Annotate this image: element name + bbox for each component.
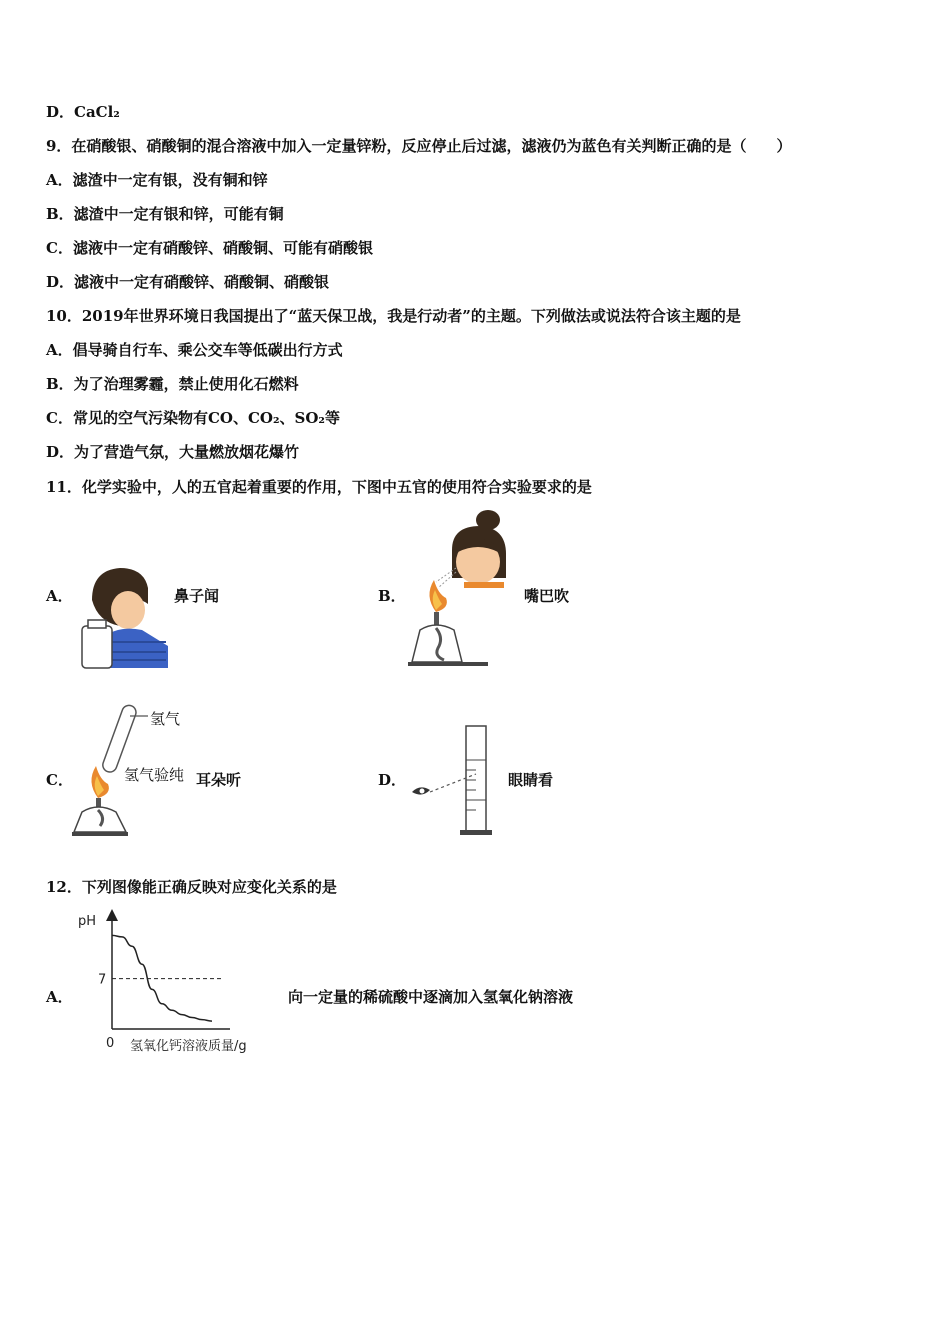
q11-b-label: B． [378,587,406,605]
q11-c-caption: 耳朵听 [196,771,242,789]
q10-option-c: C．常见的空气污染物有CO、CO₂、SO₂等 [46,409,340,427]
q9-option-d: D．滤液中一定有硝酸锌、硝酸铜、硝酸银 [46,273,330,291]
chart-reference-label: 7 [98,972,107,988]
girl-blowing-lamp-illustration [406,506,518,672]
q9-option-b: B．滤渣中一定有银和锌，可能有铜 [46,205,284,223]
q10-option-a: A．倡导骑自行车、乘公交车等低碳出行方式 [46,341,343,359]
q9-option-a: A．滤渣中一定有银，没有铜和锌 [46,171,268,189]
q9-option-c: C．滤液中一定有硝酸锌、硝酸铜、可能有硝酸银 [46,239,373,257]
q11-a-caption: 鼻子闻 [174,587,220,605]
hydrogen-tube-label: 氢气 [150,710,181,728]
q10-stem: 10．2019年世界环境日我国提出了“蓝天保卫战，我是行动者”的主题。下列做法或说法符合该主题的是 [46,307,741,325]
q12-stem: 12．下列图像能正确反映对应变化关系的是 [46,878,337,896]
ph-chart [70,905,290,1060]
chart-y-label: pH [78,914,97,929]
q10-option-d: D．为了营造气氛，大量燃放烟花爆竹 [46,443,300,461]
q10-option-b: B．为了治理雾霾，禁止使用化石燃料 [46,375,299,393]
q12-a-label: A． [46,988,73,1006]
q11-stem: 11．化学实验中，人的五官起着重要的作用，下图中五官的使用符合实验要求的是 [46,478,592,496]
q11-d-label: D． [378,771,407,789]
eye-reading-cylinder-illustration [404,720,504,840]
q11-b-caption: 嘴巴吹 [524,587,570,605]
q8-option-d: D．CaCl₂ [46,103,120,121]
chart-x-label: 氢氧化钙溶液质量/g [130,1039,247,1054]
q11-d-caption: 眼睛看 [508,771,554,789]
boy-smelling-illustration [78,560,170,672]
q9-stem: 9．在硝酸银、硝酸铜的混合溶液中加入一定量锌粉，反应停止后过滤，滤液仍为蓝色有关判断正确的是（ ） [46,137,792,155]
chart-origin-label: 0 [106,1036,115,1051]
q12-a-caption: 向一定量的稀硫酸中逐滴加入氢氧化钠溶液 [288,988,574,1006]
hydrogen-test-label: 氢气验纯 [124,766,185,784]
q11-c-label: C． [46,771,73,789]
q11-a-label: A． [46,587,73,605]
